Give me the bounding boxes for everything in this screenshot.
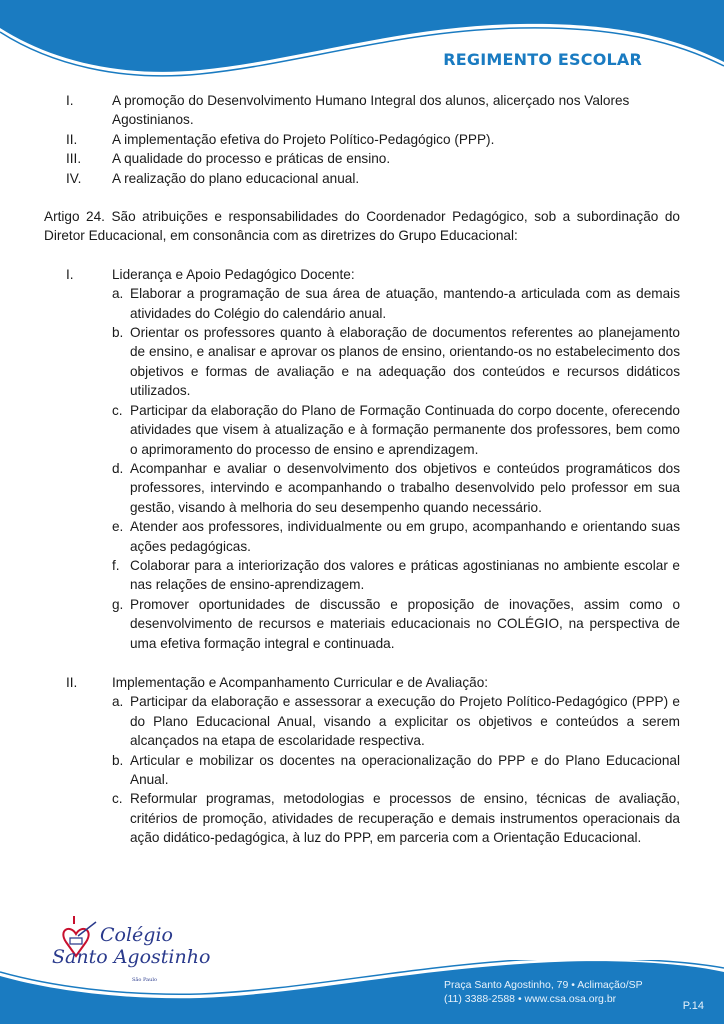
section-heading: II. Implementação e Acompanhamento Curricular e de Avaliação: [66, 674, 489, 690]
list-item: g. Promover oportunidades de discussão e proposição de inovações, assim como o desenvolvimento de recursos e materiais educacionais no COLÉGIO, na perspectiva de uma efetiva formação integral e continuada. [112, 596, 680, 651]
section-leadership [44, 265, 680, 653]
section-curriculum [44, 673, 680, 848]
address-line: Praça Santo Agostinho, 79 • Aclimação/SP [444, 979, 643, 991]
footer-address [444, 978, 643, 1006]
list-item: a. Participar da elaboração e assessorar a execução do Projeto Político-Pedagógico (PPP) e do Plano Educacional Anual, visando a explicitar os objetivos e conteúdos a serem alcançados na etapa de escolaridade respectiva. [112, 694, 680, 749]
list-item: a. Elaborar a programação de sua área de atuação, mantendo-a articulada com as demais atividades do Colégio do calendário anual. [112, 286, 680, 321]
logo-text-santo-agostinho: Santo Agostinho [52, 946, 211, 968]
document-body [44, 91, 680, 848]
list-item: f. Colaborar para a interiorização dos valores e práticas agostinianas no ambiente escolar e nas relações de ensino-aprendizagem. [112, 557, 680, 593]
page-number: P.14 [682, 1000, 704, 1012]
list-item: c. Reformular programas, metodologias e processos de ensino, técnicas de avaliação, critérios de promoção, atividades de recuperação e demais instrumentos operacionais da ação didático-pedagógica, à luz do PPP, em parceria com a Orientação Educacional. [112, 791, 680, 846]
sub-list [112, 692, 680, 847]
list-item: d. Acompanhar e avaliar o desenvolvimento dos objetivos e conteúdos programáticos dos professores, intervindo e acompanhando o trabalho desenvolvido pelo professor em sua gestão, visando à melhoria do seu desempenho quando necessário. [112, 460, 680, 515]
list-item: b. Articular e mobilizar os docentes na operacionalização do PPP e do Plano Educacional Anual. [112, 752, 680, 787]
logo-text-colegio: Colégio [100, 924, 173, 946]
contact-line: (11) 3388-2588 • www.csa.osa.org.br [444, 993, 617, 1005]
section-heading: I. Liderança e Apoio Pedagógico Docente: [66, 266, 355, 282]
document-title: REGIMENTO ESCOLAR [443, 50, 642, 69]
list-item: IV. A realização do plano educacional anual. [66, 170, 360, 186]
logo-text-sao-paulo: São Paulo [132, 977, 157, 983]
list-item: e. Atender aos professores, individualmente ou em grupo, acompanhando e orientando suas ações pedagógicas. [112, 519, 680, 554]
intro-list [44, 91, 680, 188]
list-item: b. Orientar os professores quanto à elaboração de documentos referentes ao planejamento de ensino, e analisar e aprovar os planos de ensino, orientando-os no estabelecimento dos objetivos e formas de avaliação e na adequação dos conteúdos e recursos didáticos utilizados. [112, 325, 680, 399]
list-item: II. A implementação efetiva do Projeto Político-Pedagógico (PPP). [66, 131, 495, 147]
list-item: I. A promoção do Desenvolvimento Humano Integral dos alunos, alicerçado nos Valores Agostinianos. [66, 93, 630, 128]
list-item: III. A qualidade do processo e práticas de ensino. [66, 151, 391, 167]
list-item: c. Participar da elaboração do Plano de Formação Continuada do corpo docente, oferecendo atividades que visem à atualização e à formação permanente dos professores, bem como o aprimoramento do processo de ensino e aprendizagem. [112, 402, 680, 457]
article-paragraph: Artigo 24. São atribuições e responsabilidades do Coordenador Pedagógico, sob a subordinação do Diretor Educacional, em consonância com as diretrizes do Grupo Educacional: [44, 209, 680, 244]
sub-list [112, 284, 680, 653]
